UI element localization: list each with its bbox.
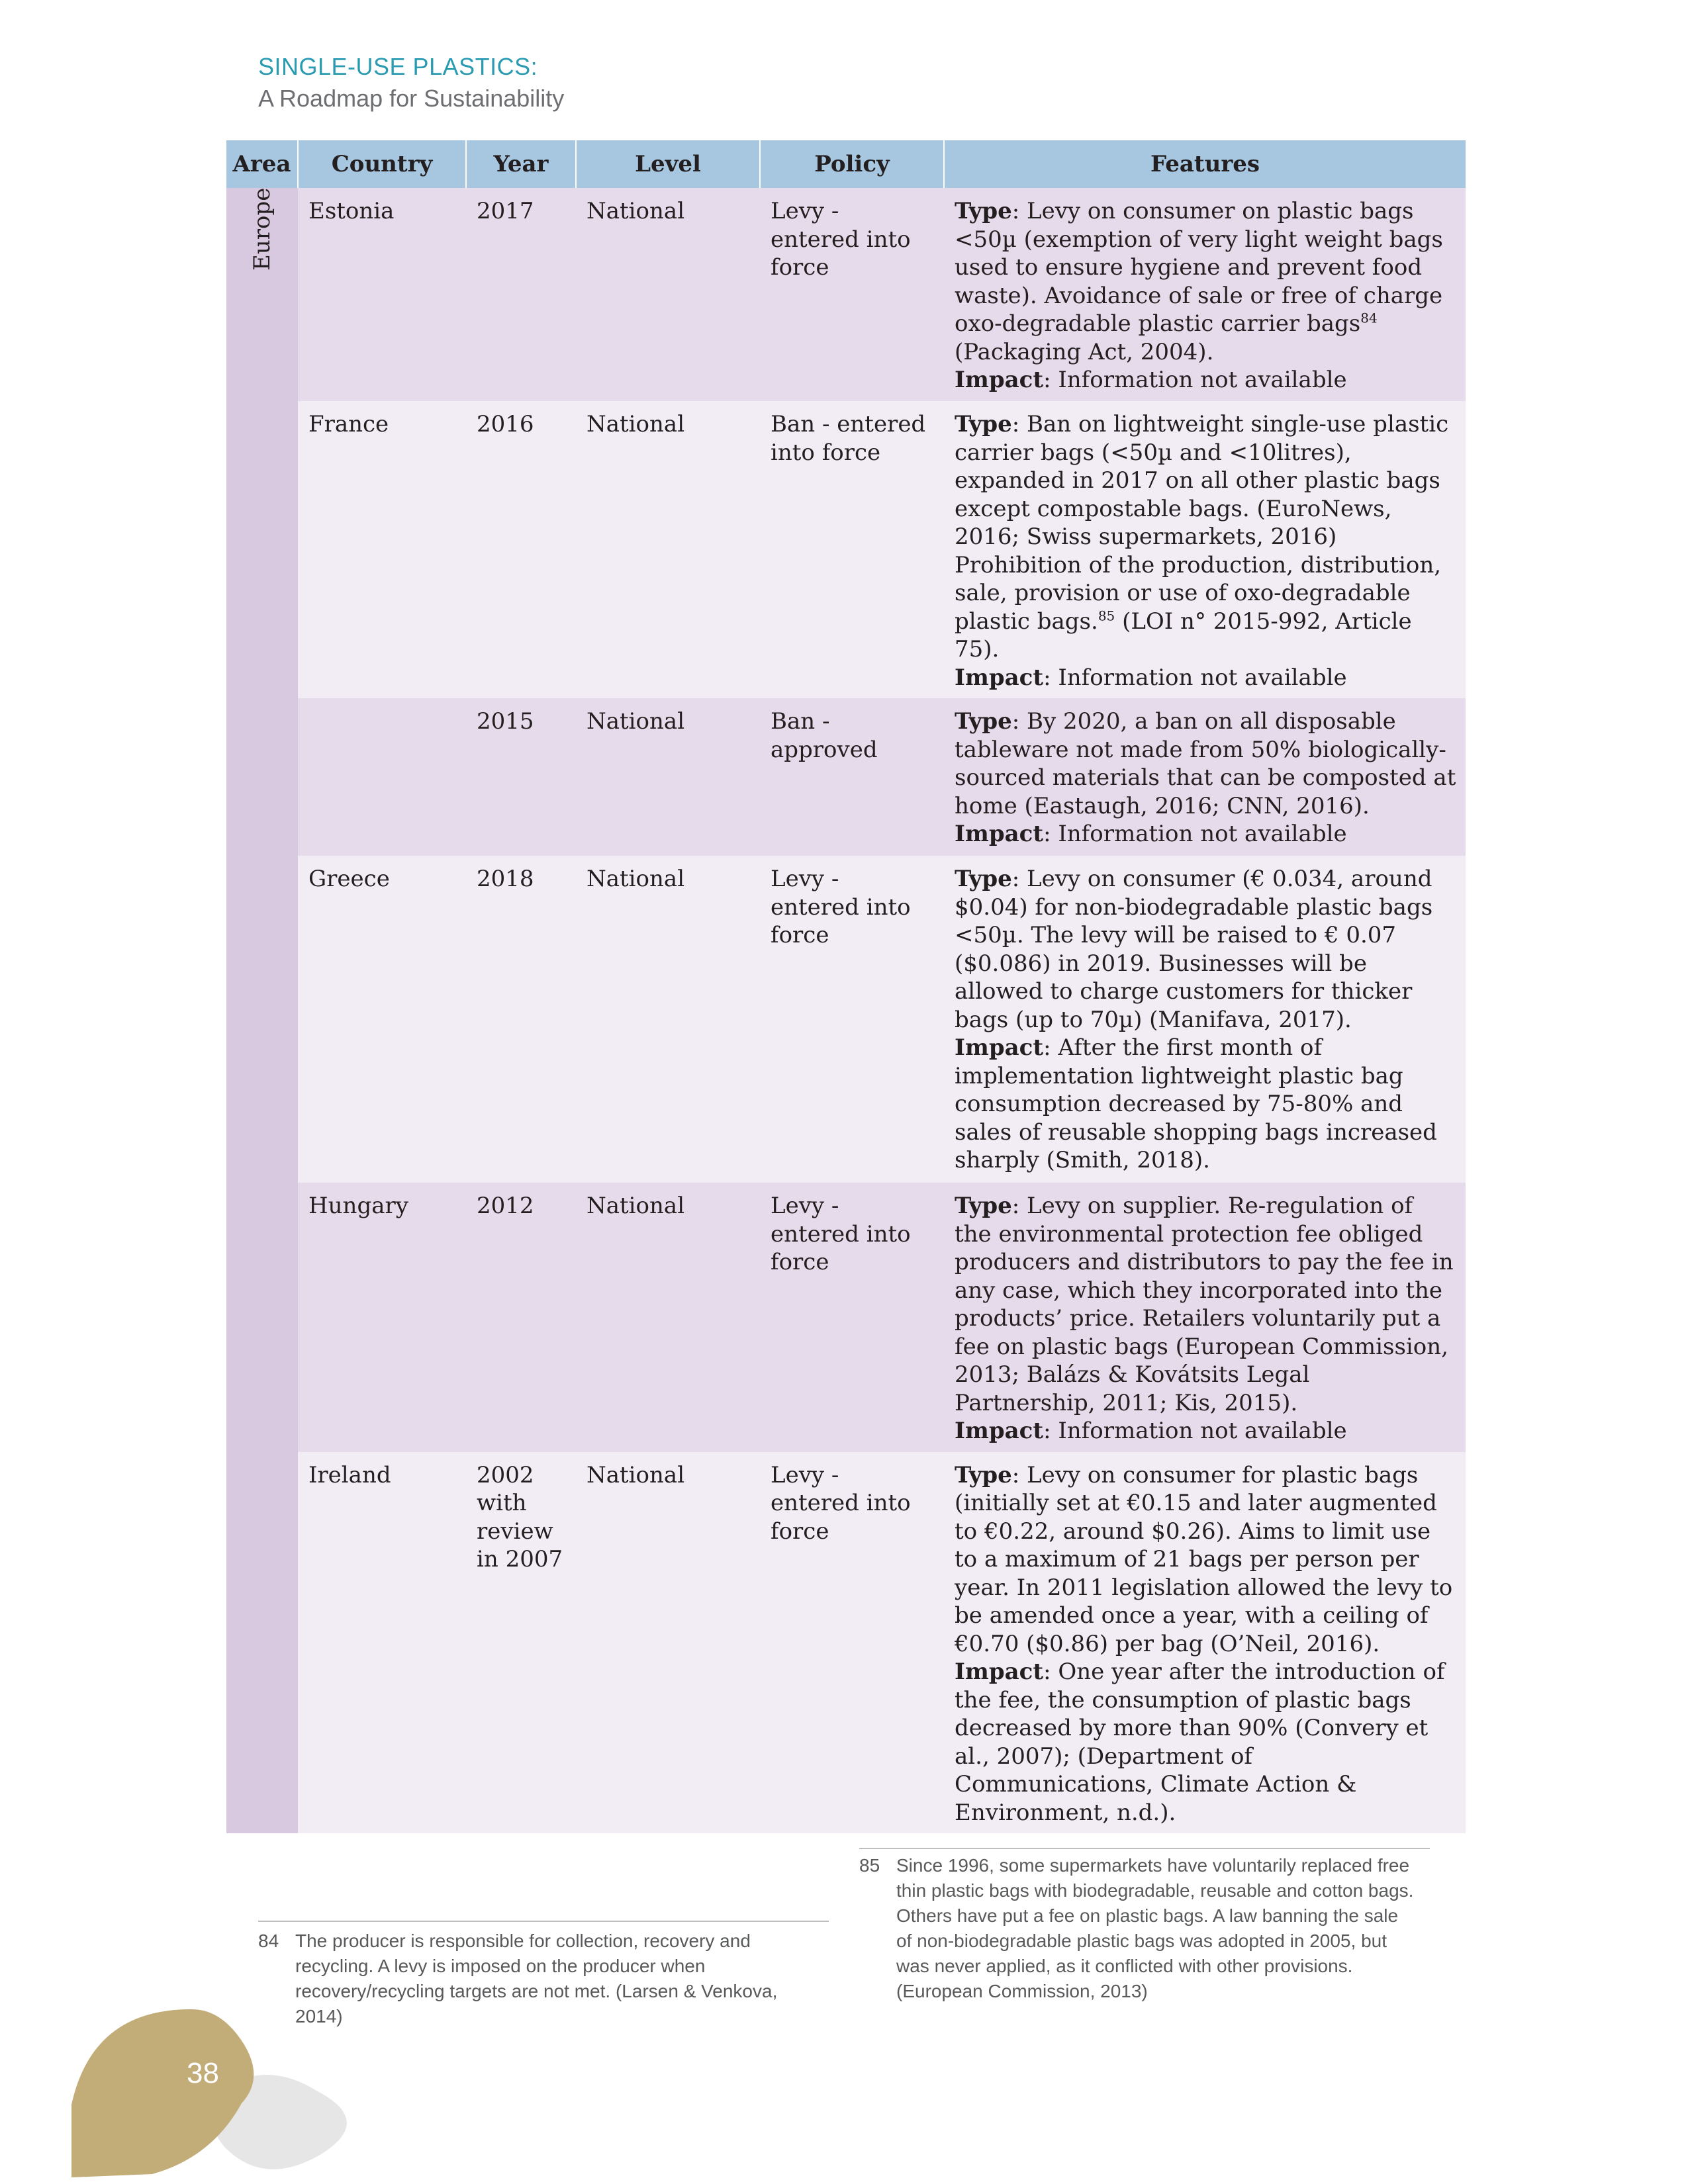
year-cell: 2017 bbox=[466, 188, 576, 401]
policy-cell: Levy - entered into force bbox=[760, 856, 944, 1183]
policy-table bbox=[226, 140, 1466, 1833]
type-label: Type bbox=[955, 1461, 1012, 1488]
table-header-row bbox=[226, 140, 1466, 188]
level-cell: National bbox=[576, 401, 760, 698]
page-number: 38 bbox=[187, 2057, 219, 2089]
features-cell bbox=[944, 188, 1466, 401]
type-tail: (LOI n° 2015-992, Article 75). bbox=[955, 608, 1412, 662]
level-cell: National bbox=[576, 698, 760, 856]
impact-text: : After the first month of implementation lightweight plastic bag consumption decreased by 75-80% and sales of reusable shopping bags increased sharply (Smith, 2018). bbox=[955, 1034, 1437, 1173]
features-cell bbox=[944, 1452, 1466, 1834]
type-label: Type bbox=[955, 866, 1012, 892]
policy-cell: Ban - approved bbox=[760, 698, 944, 856]
impact-label: Impact bbox=[955, 1659, 1044, 1685]
type-label: Type bbox=[955, 1193, 1012, 1219]
footnote-text: Since 1996, some supermarkets have voluntarily replaced free thin plastic bags with biodegradable, reusable and cotton bags. Others have put a fee on plastic bags. A law banning the sale of non-biodegradable plastic bags was adopted in 2005, but was never applied, as it conflicted with other provisions. (European Commission, 2013) bbox=[896, 1855, 1414, 2001]
page-badge bbox=[66, 2005, 397, 2177]
policy-cell: Levy - entered into force bbox=[760, 188, 944, 401]
column-header-year: Year bbox=[466, 140, 576, 188]
footnote-divider bbox=[258, 1921, 829, 1922]
column-header-country: Country bbox=[298, 140, 466, 188]
impact-label: Impact bbox=[955, 664, 1044, 691]
year-cell: 2018 bbox=[466, 856, 576, 1183]
type-text: : Ban on lightweight single-use plastic carrier bags (<50µ and <10litres), expanded in 2017 on all other plastic bags except compostable bags. (EuroNews, 2016; Swiss supermarkets, 2016) Prohibition of the production, distribution, sale, provision or use of oxo-degradable plastic bags. bbox=[955, 411, 1449, 635]
country-cell: Hungary bbox=[298, 1183, 466, 1452]
impact-label: Impact bbox=[955, 1034, 1044, 1061]
level-cell: National bbox=[576, 1183, 760, 1452]
column-header-area: Area bbox=[226, 140, 298, 188]
document-title: SINGLE-USE PLASTICS: bbox=[258, 53, 538, 80]
column-header-features: Features bbox=[944, 140, 1466, 188]
policy-cell: Levy - entered into force bbox=[760, 1452, 944, 1834]
document-subtitle: A Roadmap for Sustainability bbox=[258, 85, 565, 112]
type-label: Type bbox=[955, 411, 1012, 437]
table-row bbox=[226, 698, 1466, 856]
table-row bbox=[226, 188, 1466, 401]
type-text: : Levy on supplier. Re-regulation of the environmental protection fee obliged producers and distributors to pay the fee in any case, which they incorporated into the products’ price. Retailers voluntarily put a fee on plastic bags (European Commission, 2013; Balázs & Kovátsits Legal Partnership, 2011; Kis, 2015). bbox=[955, 1193, 1454, 1416]
level-cell: National bbox=[576, 1452, 760, 1834]
impact-label: Impact bbox=[955, 367, 1044, 393]
footnote-number: 85 bbox=[859, 1855, 880, 1876]
country-cell: Ireland bbox=[298, 1452, 466, 1834]
country-cell: Greece bbox=[298, 856, 466, 1183]
year-cell: 2016 bbox=[466, 401, 576, 698]
impact-text: : Information not available bbox=[1043, 1418, 1347, 1444]
impact-text: : Information not available bbox=[1043, 821, 1347, 847]
country-cell: Estonia bbox=[298, 188, 466, 401]
country-cell: France bbox=[298, 401, 466, 698]
features-cell bbox=[944, 856, 1466, 1183]
table-row bbox=[226, 401, 1466, 698]
impact-label: Impact bbox=[955, 821, 1044, 847]
column-header-policy: Policy bbox=[760, 140, 944, 188]
table-row bbox=[226, 1452, 1466, 1834]
impact-label: Impact bbox=[955, 1418, 1044, 1444]
features-cell bbox=[944, 698, 1466, 856]
footnote-85 bbox=[859, 1853, 1417, 2004]
policy-cell: Ban - entered into force bbox=[760, 401, 944, 698]
footnote-text: The producer is responsible for collection, recovery and recycling. A levy is imposed on the producer when recovery/recycling targets are not met. (Larsen & Venkova, 2014) bbox=[295, 1931, 778, 2026]
level-cell: National bbox=[576, 856, 760, 1183]
footnote-divider bbox=[859, 1848, 1430, 1849]
policy-cell: Levy - entered into force bbox=[760, 1183, 944, 1452]
year-cell: 2012 bbox=[466, 1183, 576, 1452]
type-text: : Levy on consumer for plastic bags (initially set at €0.15 and later augmented to €0.22, around $0.26). Aims to limit use to a maximum of 21 bags per person per year. In 2011 legislation allowed the levy to be amended once a year, with a ceiling of €0.70 ($0.86) per bag (O’Neil, 2016). bbox=[955, 1461, 1453, 1657]
table-row bbox=[226, 856, 1466, 1183]
footnote-ref: 84 bbox=[1360, 310, 1378, 326]
type-text: : Levy on consumer on plastic bags <50µ (exemption of very light weight bags used to ensure hygiene and prevent food waste). Avoidance of sale or free of charge oxo-degradable plastic carrier bags bbox=[955, 198, 1443, 337]
features-cell bbox=[944, 1183, 1466, 1452]
badge-leaf-shape bbox=[71, 2009, 254, 2177]
impact-text: : Information not available bbox=[1043, 664, 1347, 691]
type-text: : By 2020, a ban on all disposable tableware not made from 50% biologically-sourced materials that can be composted at home (Eastaugh, 2016; CNN, 2016). bbox=[955, 708, 1456, 819]
level-cell: National bbox=[576, 188, 760, 401]
footnote-ref: 85 bbox=[1098, 608, 1115, 624]
area-label: Europe bbox=[249, 188, 275, 271]
type-tail: (Packaging Act, 2004). bbox=[955, 338, 1214, 365]
footnote-number: 84 bbox=[258, 1931, 279, 1951]
type-label: Type bbox=[955, 708, 1012, 735]
year-cell: 2015 bbox=[466, 698, 576, 856]
impact-text: : One year after the introduction of the fee, the consumption of plastic bags decreased by more than 90% (Convery et al., 2007); (Department of Communications, Climate Action & Environment, n.d.). bbox=[955, 1659, 1445, 1826]
table-row bbox=[226, 1183, 1466, 1452]
features-cell bbox=[944, 401, 1466, 698]
area-cell bbox=[226, 188, 298, 1833]
country-cell bbox=[298, 698, 466, 856]
type-text: : Levy on consumer (€ 0.034, around $0.04) for non-biodegradable plastic bags <50µ. The levy will be raised to € 0.07 ($0.086) in 2019. Businesses will be allowed to charge customers for thicker bags (up to 70µ) (Manifava, 2017). bbox=[955, 866, 1433, 1033]
type-label: Type bbox=[955, 198, 1012, 224]
column-header-level: Level bbox=[576, 140, 760, 188]
impact-text: : Information not available bbox=[1043, 367, 1347, 393]
year-cell: 2002 with review in 2007 bbox=[466, 1452, 576, 1834]
